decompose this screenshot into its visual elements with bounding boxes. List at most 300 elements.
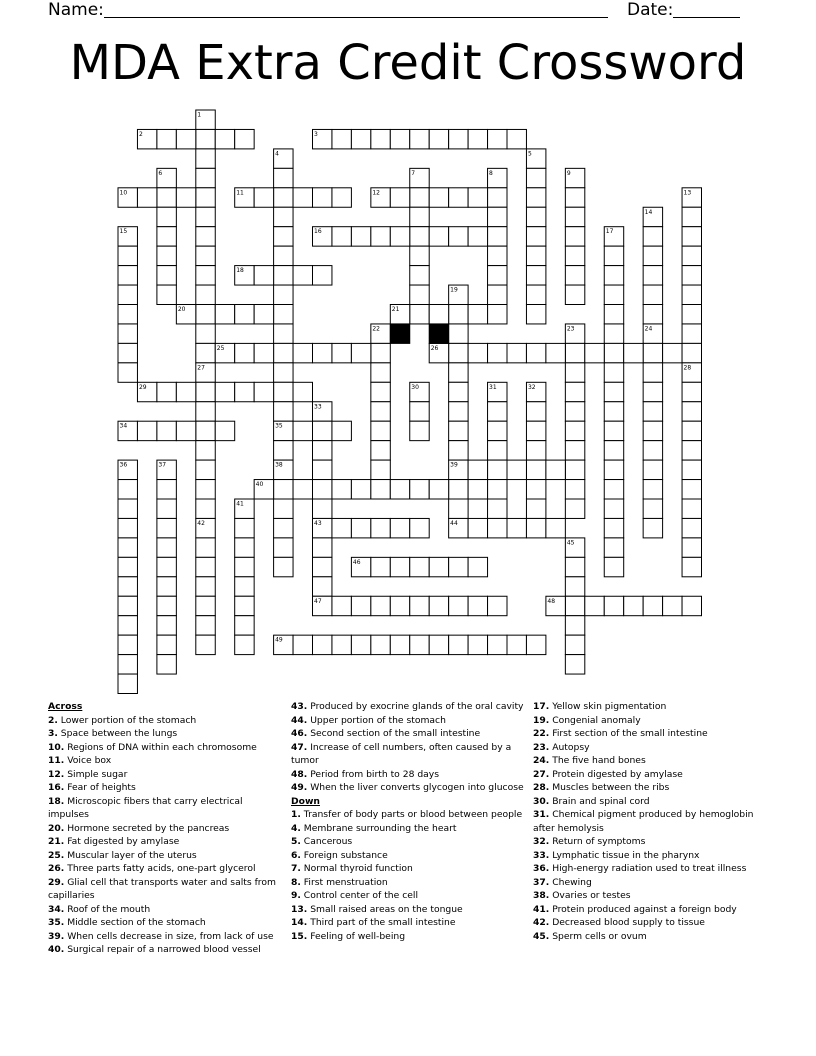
grid-cell[interactable]	[235, 305, 254, 324]
grid-cell[interactable]	[565, 363, 584, 382]
grid-cell[interactable]	[371, 460, 390, 479]
grid-cell[interactable]	[196, 596, 215, 615]
grid-cell[interactable]	[390, 129, 409, 148]
grid-cell[interactable]	[565, 266, 584, 285]
grid-cell[interactable]	[274, 305, 293, 324]
grid-cell[interactable]	[449, 129, 468, 148]
grid-cell[interactable]	[157, 616, 176, 635]
grid-cell[interactable]	[643, 343, 662, 362]
grid-cell[interactable]	[565, 557, 584, 576]
grid-cell[interactable]	[526, 266, 545, 285]
grid-cell[interactable]	[371, 382, 390, 401]
grid-cell[interactable]	[429, 305, 448, 324]
grid-cell[interactable]	[526, 305, 545, 324]
grid-cell[interactable]	[488, 266, 507, 285]
grid-cell[interactable]	[604, 324, 623, 343]
grid-cell[interactable]	[682, 499, 701, 518]
grid-cell[interactable]	[682, 538, 701, 557]
grid-cell[interactable]	[254, 305, 273, 324]
grid-cell[interactable]	[526, 480, 545, 499]
grid-cell[interactable]	[643, 246, 662, 265]
grid-cell[interactable]	[118, 596, 137, 615]
grid-cell[interactable]	[332, 518, 351, 537]
grid-cell[interactable]	[624, 596, 643, 615]
grid-cell[interactable]	[565, 616, 584, 635]
grid-cell[interactable]	[196, 635, 215, 654]
grid-cell[interactable]	[293, 382, 312, 401]
grid-cell[interactable]	[390, 596, 409, 615]
grid-cell[interactable]	[390, 635, 409, 654]
grid-cell[interactable]	[196, 402, 215, 421]
grid-cell[interactable]	[293, 266, 312, 285]
grid-cell[interactable]	[643, 518, 662, 537]
grid-cell[interactable]	[313, 343, 332, 362]
grid-cell[interactable]	[565, 402, 584, 421]
grid-cell[interactable]	[449, 421, 468, 440]
grid-cell[interactable]	[274, 285, 293, 304]
grid-cell[interactable]	[157, 518, 176, 537]
grid-cell[interactable]	[565, 655, 584, 674]
grid-cell[interactable]	[604, 402, 623, 421]
grid-cell[interactable]	[118, 655, 137, 674]
grid-cell[interactable]	[293, 343, 312, 362]
grid-cell[interactable]	[526, 441, 545, 460]
grid-cell[interactable]	[196, 129, 215, 148]
grid-cell[interactable]	[235, 616, 254, 635]
grid-cell[interactable]	[643, 266, 662, 285]
grid-cell[interactable]	[371, 596, 390, 615]
grid-cell[interactable]	[118, 305, 137, 324]
grid-cell[interactable]	[332, 480, 351, 499]
grid-cell[interactable]	[604, 518, 623, 537]
grid-cell[interactable]	[410, 421, 429, 440]
grid-cell[interactable]	[313, 577, 332, 596]
grid-cell[interactable]	[332, 227, 351, 246]
grid-cell[interactable]	[313, 538, 332, 557]
grid-cell[interactable]	[488, 207, 507, 226]
grid-cell[interactable]	[351, 518, 370, 537]
grid-cell[interactable]	[682, 305, 701, 324]
grid-cell[interactable]	[429, 557, 448, 576]
grid-cell[interactable]	[682, 557, 701, 576]
grid-cell[interactable]	[643, 441, 662, 460]
grid-cell[interactable]	[449, 402, 468, 421]
grid-cell[interactable]	[274, 382, 293, 401]
grid-cell[interactable]	[604, 596, 623, 615]
grid-cell[interactable]	[293, 480, 312, 499]
grid-cell[interactable]	[196, 246, 215, 265]
grid-cell[interactable]	[254, 343, 273, 362]
grid-cell[interactable]	[274, 402, 293, 421]
grid-cell[interactable]	[390, 480, 409, 499]
grid-cell[interactable]	[546, 343, 565, 362]
grid-cell[interactable]	[526, 421, 545, 440]
grid-cell[interactable]	[332, 343, 351, 362]
grid-cell[interactable]	[118, 577, 137, 596]
grid-cell[interactable]	[565, 460, 584, 479]
grid-cell[interactable]	[526, 343, 545, 362]
grid-cell[interactable]	[410, 557, 429, 576]
grid-cell[interactable]	[682, 382, 701, 401]
grid-cell[interactable]	[196, 188, 215, 207]
grid-cell[interactable]	[565, 343, 584, 362]
grid-cell[interactable]	[313, 480, 332, 499]
grid-cell[interactable]	[449, 499, 468, 518]
grid-cell[interactable]	[371, 421, 390, 440]
grid-cell[interactable]	[118, 674, 137, 693]
grid-cell[interactable]	[196, 207, 215, 226]
grid-cell[interactable]	[643, 227, 662, 246]
grid-cell[interactable]	[526, 499, 545, 518]
grid-cell[interactable]	[351, 480, 370, 499]
grid-cell[interactable]	[604, 305, 623, 324]
grid-cell[interactable]	[371, 129, 390, 148]
grid-cell[interactable]	[604, 441, 623, 460]
grid-cell[interactable]	[196, 557, 215, 576]
grid-cell[interactable]	[371, 441, 390, 460]
grid-cell[interactable]	[332, 635, 351, 654]
grid-cell[interactable]	[526, 285, 545, 304]
grid-cell[interactable]	[643, 596, 662, 615]
grid-cell[interactable]	[410, 285, 429, 304]
grid-cell[interactable]	[449, 363, 468, 382]
grid-cell[interactable]	[157, 129, 176, 148]
grid-cell[interactable]	[274, 518, 293, 537]
grid-cell[interactable]	[604, 499, 623, 518]
grid-cell[interactable]	[565, 285, 584, 304]
grid-cell[interactable]	[235, 343, 254, 362]
grid-cell[interactable]	[643, 421, 662, 440]
grid-cell[interactable]	[643, 402, 662, 421]
grid-cell[interactable]	[682, 227, 701, 246]
grid-cell[interactable]	[410, 402, 429, 421]
grid-cell[interactable]	[196, 480, 215, 499]
grid-cell[interactable]	[488, 596, 507, 615]
grid-cell[interactable]	[196, 382, 215, 401]
grid-cell[interactable]	[682, 480, 701, 499]
grid-cell[interactable]	[507, 460, 526, 479]
grid-cell[interactable]	[235, 382, 254, 401]
grid-cell[interactable]	[449, 382, 468, 401]
grid-cell[interactable]	[468, 305, 487, 324]
grid-cell[interactable]	[196, 266, 215, 285]
grid-cell[interactable]	[196, 421, 215, 440]
grid-cell[interactable]	[313, 421, 332, 440]
grid-cell[interactable]	[410, 635, 429, 654]
grid-cell[interactable]	[157, 285, 176, 304]
grid-cell[interactable]	[546, 518, 565, 537]
grid-cell[interactable]	[254, 382, 273, 401]
grid-cell[interactable]	[157, 596, 176, 615]
grid-cell[interactable]	[176, 188, 195, 207]
grid-cell[interactable]	[604, 363, 623, 382]
grid-cell[interactable]	[332, 421, 351, 440]
grid-cell[interactable]	[488, 402, 507, 421]
grid-cell[interactable]	[313, 499, 332, 518]
grid-cell[interactable]	[196, 324, 215, 343]
grid-cell[interactable]	[196, 616, 215, 635]
grid-cell[interactable]	[118, 557, 137, 576]
grid-cell[interactable]	[468, 227, 487, 246]
grid-cell[interactable]	[507, 635, 526, 654]
grid-cell[interactable]	[468, 596, 487, 615]
grid-cell[interactable]	[235, 538, 254, 557]
grid-cell[interactable]	[468, 480, 487, 499]
grid-cell[interactable]	[274, 538, 293, 557]
grid-cell[interactable]	[604, 382, 623, 401]
grid-cell[interactable]	[449, 188, 468, 207]
grid-cell[interactable]	[371, 480, 390, 499]
grid-cell[interactable]	[488, 343, 507, 362]
grid-cell[interactable]	[507, 343, 526, 362]
grid-cell[interactable]	[157, 188, 176, 207]
grid-cell[interactable]	[488, 285, 507, 304]
grid-cell[interactable]	[663, 596, 682, 615]
grid-cell[interactable]	[196, 460, 215, 479]
grid-cell[interactable]	[468, 188, 487, 207]
grid-cell[interactable]	[604, 266, 623, 285]
grid-cell[interactable]	[682, 460, 701, 479]
grid-cell[interactable]	[488, 499, 507, 518]
grid-cell[interactable]	[682, 402, 701, 421]
grid-cell[interactable]	[196, 499, 215, 518]
grid-cell[interactable]	[157, 557, 176, 576]
grid-cell[interactable]	[157, 246, 176, 265]
grid-cell[interactable]	[137, 188, 156, 207]
grid-cell[interactable]	[410, 129, 429, 148]
grid-cell[interactable]	[488, 635, 507, 654]
grid-cell[interactable]	[410, 305, 429, 324]
grid-cell[interactable]	[313, 188, 332, 207]
grid-cell[interactable]	[235, 518, 254, 537]
grid-cell[interactable]	[449, 324, 468, 343]
grid-cell[interactable]	[274, 441, 293, 460]
grid-cell[interactable]	[429, 480, 448, 499]
grid-cell[interactable]	[488, 129, 507, 148]
grid-cell[interactable]	[176, 421, 195, 440]
grid-cell[interactable]	[157, 635, 176, 654]
grid-cell[interactable]	[643, 363, 662, 382]
grid-cell[interactable]	[274, 168, 293, 187]
grid-cell[interactable]	[643, 460, 662, 479]
grid-cell[interactable]	[526, 518, 545, 537]
grid-cell[interactable]	[332, 129, 351, 148]
grid-cell[interactable]	[293, 188, 312, 207]
grid-cell[interactable]	[565, 382, 584, 401]
grid-cell[interactable]	[351, 343, 370, 362]
grid-cell[interactable]	[488, 246, 507, 265]
grid-cell[interactable]	[118, 246, 137, 265]
grid-cell[interactable]	[157, 227, 176, 246]
grid-cell[interactable]	[468, 557, 487, 576]
grid-cell[interactable]	[351, 227, 370, 246]
grid-cell[interactable]	[468, 635, 487, 654]
grid-cell[interactable]	[410, 207, 429, 226]
grid-cell[interactable]	[624, 343, 643, 362]
grid-cell[interactable]	[137, 421, 156, 440]
grid-cell[interactable]	[585, 596, 604, 615]
grid-cell[interactable]	[488, 188, 507, 207]
grid-cell[interactable]	[351, 596, 370, 615]
grid-cell[interactable]	[488, 421, 507, 440]
grid-cell[interactable]	[157, 655, 176, 674]
grid-cell[interactable]	[371, 518, 390, 537]
grid-cell[interactable]	[235, 635, 254, 654]
grid-cell[interactable]	[526, 460, 545, 479]
grid-cell[interactable]	[682, 421, 701, 440]
grid-cell[interactable]	[488, 518, 507, 537]
grid-cell[interactable]	[196, 441, 215, 460]
grid-cell[interactable]	[274, 480, 293, 499]
grid-cell[interactable]	[371, 635, 390, 654]
grid-cell[interactable]	[196, 538, 215, 557]
grid-cell[interactable]	[468, 129, 487, 148]
grid-cell[interactable]	[643, 480, 662, 499]
grid-cell[interactable]	[157, 499, 176, 518]
grid-cell[interactable]	[313, 557, 332, 576]
grid-cell[interactable]	[565, 480, 584, 499]
grid-cell[interactable]	[488, 305, 507, 324]
grid-cell[interactable]	[449, 227, 468, 246]
grid-cell[interactable]	[507, 518, 526, 537]
grid-cell[interactable]	[507, 129, 526, 148]
grid-cell[interactable]	[585, 343, 604, 362]
grid-cell[interactable]	[235, 129, 254, 148]
grid-cell[interactable]	[371, 402, 390, 421]
grid-cell[interactable]	[157, 538, 176, 557]
grid-cell[interactable]	[196, 285, 215, 304]
grid-cell[interactable]	[604, 538, 623, 557]
grid-cell[interactable]	[682, 441, 701, 460]
grid-cell[interactable]	[215, 305, 234, 324]
grid-cell[interactable]	[196, 227, 215, 246]
grid-cell[interactable]	[371, 363, 390, 382]
grid-cell[interactable]	[429, 635, 448, 654]
grid-cell[interactable]	[565, 421, 584, 440]
grid-cell[interactable]	[663, 343, 682, 362]
grid-cell[interactable]	[604, 557, 623, 576]
grid-cell[interactable]	[196, 149, 215, 168]
grid-cell[interactable]	[157, 480, 176, 499]
grid-cell[interactable]	[604, 285, 623, 304]
grid-cell[interactable]	[390, 188, 409, 207]
grid-cell[interactable]	[118, 616, 137, 635]
grid-cell[interactable]	[429, 227, 448, 246]
grid-cell[interactable]	[488, 227, 507, 246]
grid-cell[interactable]	[196, 343, 215, 362]
grid-cell[interactable]	[274, 363, 293, 382]
grid-cell[interactable]	[313, 441, 332, 460]
grid-cell[interactable]	[682, 266, 701, 285]
grid-cell[interactable]	[429, 188, 448, 207]
grid-cell[interactable]	[449, 596, 468, 615]
grid-cell[interactable]	[410, 480, 429, 499]
grid-cell[interactable]	[274, 188, 293, 207]
grid-cell[interactable]	[526, 402, 545, 421]
grid-cell[interactable]	[604, 343, 623, 362]
grid-cell[interactable]	[332, 596, 351, 615]
grid-cell[interactable]	[526, 188, 545, 207]
grid-cell[interactable]	[390, 557, 409, 576]
grid-cell[interactable]	[215, 421, 234, 440]
grid-cell[interactable]	[118, 499, 137, 518]
grid-cell[interactable]	[546, 460, 565, 479]
grid-cell[interactable]	[488, 441, 507, 460]
grid-cell[interactable]	[274, 499, 293, 518]
grid-cell[interactable]	[643, 499, 662, 518]
grid-cell[interactable]	[293, 635, 312, 654]
grid-cell[interactable]	[235, 557, 254, 576]
grid-cell[interactable]	[449, 480, 468, 499]
grid-cell[interactable]	[274, 246, 293, 265]
grid-cell[interactable]	[410, 246, 429, 265]
grid-cell[interactable]	[526, 635, 545, 654]
grid-cell[interactable]	[682, 246, 701, 265]
grid-cell[interactable]	[235, 577, 254, 596]
grid-cell[interactable]	[118, 538, 137, 557]
grid-cell[interactable]	[274, 557, 293, 576]
grid-cell[interactable]	[157, 266, 176, 285]
grid-cell[interactable]	[604, 246, 623, 265]
grid-cell[interactable]	[429, 129, 448, 148]
grid-cell[interactable]	[176, 382, 195, 401]
grid-cell[interactable]	[410, 518, 429, 537]
grid-cell[interactable]	[157, 207, 176, 226]
grid-cell[interactable]	[313, 635, 332, 654]
grid-cell[interactable]	[682, 343, 701, 362]
grid-cell[interactable]	[118, 324, 137, 343]
grid-cell[interactable]	[118, 635, 137, 654]
grid-cell[interactable]	[390, 518, 409, 537]
grid-cell[interactable]	[371, 557, 390, 576]
grid-cell[interactable]	[118, 285, 137, 304]
grid-cell[interactable]	[118, 266, 137, 285]
grid-cell[interactable]	[215, 129, 234, 148]
grid-cell[interactable]	[565, 577, 584, 596]
grid-cell[interactable]	[313, 266, 332, 285]
grid-cell[interactable]	[604, 421, 623, 440]
grid-cell[interactable]	[604, 460, 623, 479]
grid-cell[interactable]	[565, 207, 584, 226]
grid-cell[interactable]	[410, 596, 429, 615]
grid-cell[interactable]	[468, 343, 487, 362]
grid-cell[interactable]	[565, 635, 584, 654]
grid-cell[interactable]	[468, 460, 487, 479]
grid-cell[interactable]	[313, 460, 332, 479]
grid-cell[interactable]	[293, 421, 312, 440]
grid-cell[interactable]	[526, 227, 545, 246]
grid-cell[interactable]	[468, 518, 487, 537]
grid-cell[interactable]	[118, 363, 137, 382]
grid-cell[interactable]	[565, 596, 584, 615]
grid-cell[interactable]	[526, 207, 545, 226]
grid-cell[interactable]	[157, 382, 176, 401]
grid-cell[interactable]	[449, 343, 468, 362]
grid-cell[interactable]	[410, 266, 429, 285]
grid-cell[interactable]	[235, 596, 254, 615]
grid-cell[interactable]	[196, 168, 215, 187]
grid-cell[interactable]	[157, 421, 176, 440]
grid-cell[interactable]	[215, 382, 234, 401]
grid-cell[interactable]	[351, 635, 370, 654]
grid-cell[interactable]	[254, 188, 273, 207]
grid-cell[interactable]	[682, 518, 701, 537]
grid-cell[interactable]	[274, 207, 293, 226]
grid-cell[interactable]	[449, 557, 468, 576]
grid-cell[interactable]	[449, 441, 468, 460]
grid-cell[interactable]	[682, 207, 701, 226]
grid-cell[interactable]	[118, 518, 137, 537]
